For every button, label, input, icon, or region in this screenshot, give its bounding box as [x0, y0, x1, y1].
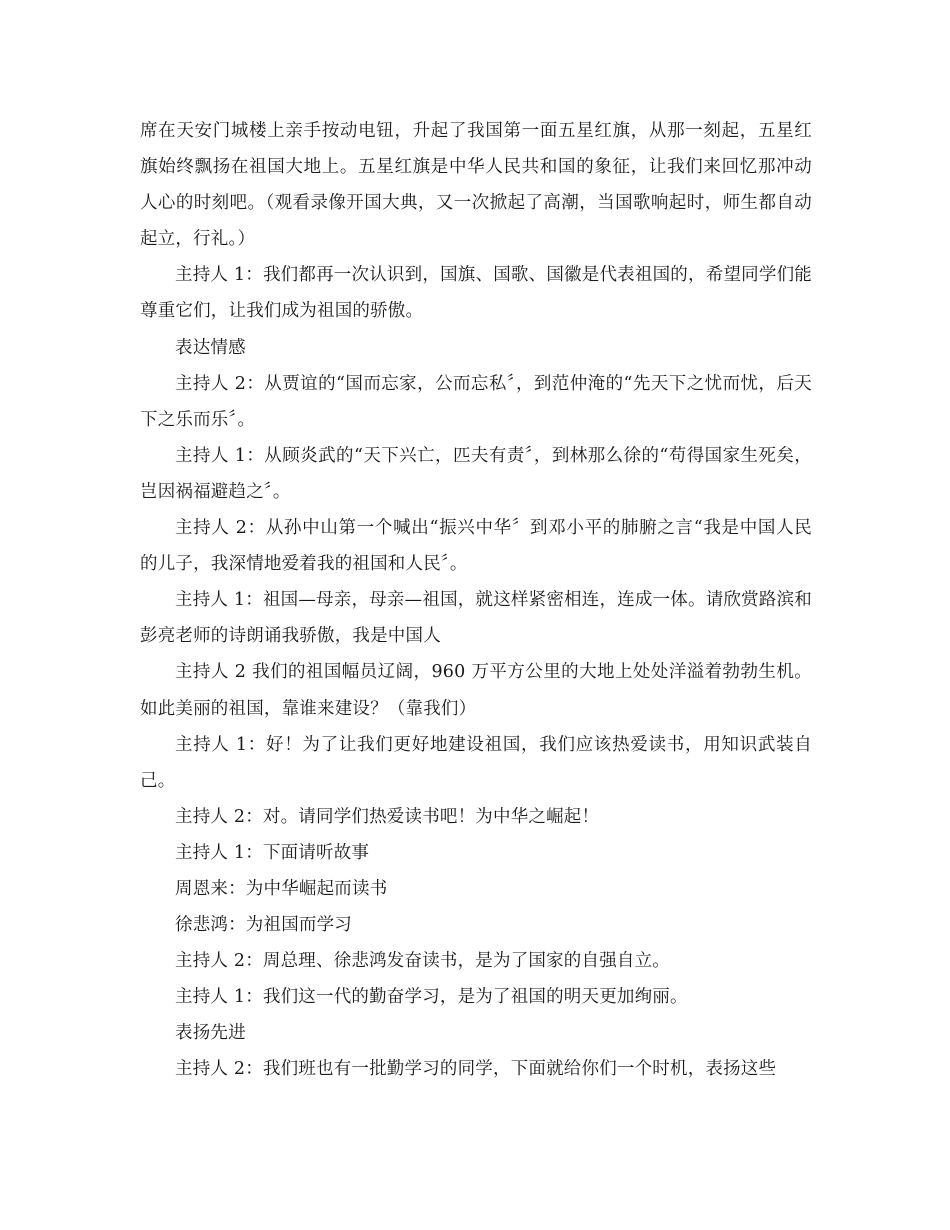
paragraph: 主持人 2：从孙中山第一个喊出“振兴中华〞到邓小平的肺腑之言“我是中国人民的儿子，我深情地爱着我的祖国和人民〞。 [140, 518, 812, 575]
paragraph: 主持人 2：我们班也有一批勤学习的同学，下面就给你们一个时机，表扬这些 [175, 1059, 777, 1080]
paragraph: 主持人 2：对。请同学们热爱读书吧！为中华之崛起！ [175, 806, 600, 827]
document-body [140, 113, 812, 1088]
paragraph-continuation: 席在天安门城楼上亲手按动电钮，升起了我国第一面五星红旗，从那一刻起，五星红旗始终飘扬在祖国大地上。五星红旗是中华人民共和国的象征，让我们来回忆那冲动人心的时刻吧。（观看录像开国大典，又一次掀起了高潮，当国歌响起时，师生都自动起立，行礼。） [140, 121, 812, 250]
paragraph: 主持人 1：祖国—母亲，母亲—祖国，就这样紧密相连，连成一体。请欣赏路滨和彭亮老师的诗朗诵我骄傲，我是中国人 [140, 590, 812, 647]
paragraph: 主持人 1：好！为了让我们更好地建设祖国，我们应该热爱读书，用知识武装自己。 [140, 734, 812, 791]
paragraph: 主持人 2 我们的祖国幅员辽阔，960 万平方公里的大地上处处洋溢着勃勃生机。如此美丽的祖国，靠谁来建设？（靠我们） [140, 662, 812, 719]
paragraph: 主持人 2：周总理、徐悲鸿发奋读书，是为了国家的自强自立。 [175, 951, 670, 972]
section-heading: 表达情感 [175, 337, 246, 358]
paragraph: 主持人 2：从贾谊的“国而忘家，公而忘私〞，到范仲淹的“先天下之忧而忧，后天下之乐而乐〞。 [140, 373, 812, 430]
paragraph: 周恩来：为中华崛起而读书 [175, 878, 388, 899]
section-heading: 表扬先进 [175, 1023, 246, 1044]
paragraph: 主持人 1：我们这一代的勤奋学习，是为了祖国的明天更加绚丽。 [175, 987, 688, 1008]
paragraph: 主持人 1：下面请听故事 [175, 842, 370, 863]
paragraph: 徐悲鸿：为祖国而学习 [175, 915, 352, 936]
paragraph: 主持人 1：我们都再一次认识到，国旗、国歌、国徽是代表祖国的，希望同学们能尊重它们，让我们成为祖国的骄傲。 [140, 265, 812, 322]
paragraph: 主持人 1：从顾炎武的“天下兴亡，匹夫有责〞，到林那么徐的“苟得国家生死矣，岂因祸福避趋之〞。 [140, 445, 812, 502]
